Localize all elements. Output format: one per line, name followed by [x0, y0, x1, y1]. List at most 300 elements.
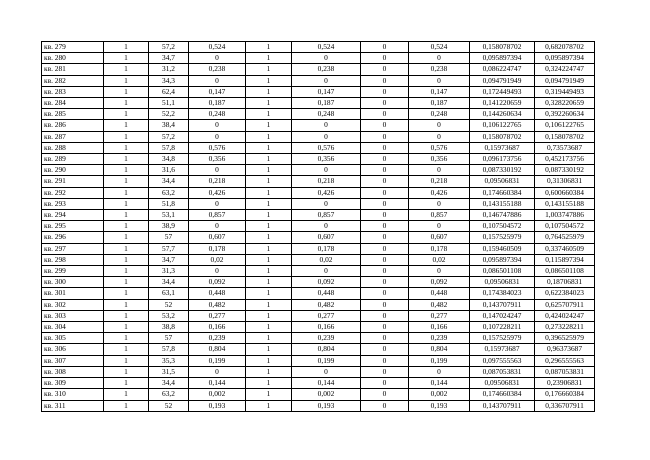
cell-value-e: 0,09506831 [470, 176, 535, 187]
cell-value-e: 0,09506831 [470, 277, 535, 288]
cell-value-a: 0,804 [189, 344, 246, 355]
cell-value-d: 0,239 [409, 333, 470, 344]
cell-value-d: 0,277 [409, 310, 470, 321]
cell-count: 1 [104, 64, 149, 75]
cell-value-b: 0,248 [292, 109, 361, 120]
cell-count: 1 [104, 75, 149, 86]
cell-count: 1 [104, 198, 149, 209]
cell-value-b: 0,002 [292, 389, 361, 400]
cell-total: 0,337460509 [535, 243, 595, 254]
cell-area: 34,4 [149, 277, 189, 288]
table-row [42, 366, 595, 377]
cell-value-e: 0,095897394 [470, 254, 535, 265]
cell-value-d: 0,804 [409, 344, 470, 355]
cell-apartment-label: кв. 296 [42, 232, 104, 243]
cell-value-b: 0,426 [292, 187, 361, 198]
cell-value-e: 0,143155188 [470, 198, 535, 209]
cell-value-b: 0 [292, 53, 361, 64]
cell-count: 1 [104, 333, 149, 344]
cell-value-d: 0,144 [409, 378, 470, 389]
cell-value-b: 0,356 [292, 154, 361, 165]
cell-value-e: 0,147024247 [470, 310, 535, 321]
cell-value-b: 0,857 [292, 210, 361, 221]
cell-factor: 1 [246, 86, 292, 97]
cell-value-c: 0 [361, 333, 409, 344]
cell-factor: 1 [246, 187, 292, 198]
cell-value-c: 0 [361, 389, 409, 400]
cell-factor: 1 [246, 131, 292, 142]
cell-value-a: 0 [189, 131, 246, 142]
cell-value-e: 0,095897394 [470, 53, 535, 64]
cell-apartment-label: кв. 309 [42, 378, 104, 389]
table-row [42, 210, 595, 221]
cell-value-b: 0 [292, 221, 361, 232]
cell-value-c: 0 [361, 299, 409, 310]
cell-total: 0,600660384 [535, 187, 595, 198]
cell-count: 1 [104, 277, 149, 288]
cell-total: 0,23906831 [535, 378, 595, 389]
cell-apartment-label: кв. 308 [42, 366, 104, 377]
cell-value-d: 0 [409, 53, 470, 64]
cell-factor: 1 [246, 64, 292, 75]
table-body [42, 42, 595, 412]
cell-value-a: 0,356 [189, 154, 246, 165]
cell-value-b: 0 [292, 75, 361, 86]
cell-value-b: 0,482 [292, 299, 361, 310]
cell-value-d: 0 [409, 266, 470, 277]
cell-value-d: 0,607 [409, 232, 470, 243]
cell-count: 1 [104, 98, 149, 109]
cell-area: 57,2 [149, 131, 189, 142]
cell-value-e: 0,174384023 [470, 288, 535, 299]
cell-factor: 1 [246, 333, 292, 344]
data-table [41, 41, 595, 412]
table-row [42, 198, 595, 209]
cell-value-b: 0,218 [292, 176, 361, 187]
table-row [42, 333, 595, 344]
cell-total: 1,003747886 [535, 210, 595, 221]
cell-value-a: 0,002 [189, 389, 246, 400]
cell-value-d: 0,857 [409, 210, 470, 221]
cell-value-e: 0,097555563 [470, 355, 535, 366]
cell-value-a: 0,607 [189, 232, 246, 243]
cell-apartment-label: кв. 284 [42, 98, 104, 109]
cell-area: 57 [149, 232, 189, 243]
cell-value-e: 0,141220659 [470, 98, 535, 109]
cell-count: 1 [104, 232, 149, 243]
table-row [42, 221, 595, 232]
cell-value-a: 0,178 [189, 243, 246, 254]
table-row [42, 310, 595, 321]
cell-value-a: 0,199 [189, 355, 246, 366]
cell-value-c: 0 [361, 120, 409, 131]
cell-value-c: 0 [361, 53, 409, 64]
cell-count: 1 [104, 53, 149, 64]
cell-value-c: 0 [361, 400, 409, 411]
cell-total: 0,094791949 [535, 75, 595, 86]
cell-area: 34,4 [149, 378, 189, 389]
table-row [42, 176, 595, 187]
cell-value-a: 0,193 [189, 400, 246, 411]
cell-value-e: 0,172449493 [470, 86, 535, 97]
cell-apartment-label: кв. 289 [42, 154, 104, 165]
cell-area: 35,3 [149, 355, 189, 366]
cell-value-e: 0,096173756 [470, 154, 535, 165]
cell-value-e: 0,143707911 [470, 299, 535, 310]
cell-value-b: 0,277 [292, 310, 361, 321]
cell-value-e: 0,15973687 [470, 344, 535, 355]
cell-apartment-label: кв. 306 [42, 344, 104, 355]
cell-apartment-label: кв. 280 [42, 53, 104, 64]
cell-value-a: 0,218 [189, 176, 246, 187]
cell-total: 0,392260634 [535, 109, 595, 120]
cell-value-d: 0,187 [409, 98, 470, 109]
cell-apartment-label: кв. 303 [42, 310, 104, 321]
cell-value-a: 0 [189, 120, 246, 131]
cell-count: 1 [104, 187, 149, 198]
cell-value-d: 0 [409, 366, 470, 377]
cell-area: 34,4 [149, 176, 189, 187]
cell-apartment-label: кв. 279 [42, 42, 104, 53]
cell-area: 53,1 [149, 210, 189, 221]
cell-total: 0,764525979 [535, 232, 595, 243]
table-row [42, 355, 595, 366]
cell-area: 63,1 [149, 288, 189, 299]
cell-area: 31,6 [149, 165, 189, 176]
cell-count: 1 [104, 142, 149, 153]
cell-factor: 1 [246, 75, 292, 86]
table-row [42, 243, 595, 254]
cell-value-c: 0 [361, 154, 409, 165]
cell-value-e: 0,15973687 [470, 142, 535, 153]
cell-apartment-label: кв. 298 [42, 254, 104, 265]
cell-value-d: 0,218 [409, 176, 470, 187]
cell-apartment-label: кв. 291 [42, 176, 104, 187]
cell-factor: 1 [246, 154, 292, 165]
cell-factor: 1 [246, 165, 292, 176]
cell-value-c: 0 [361, 232, 409, 243]
cell-value-d: 0,248 [409, 109, 470, 120]
cell-value-b: 0 [292, 266, 361, 277]
cell-area: 52 [149, 299, 189, 310]
table-row [42, 277, 595, 288]
cell-value-a: 0 [189, 198, 246, 209]
cell-value-a: 0,02 [189, 254, 246, 265]
cell-value-c: 0 [361, 109, 409, 120]
cell-area: 53,2 [149, 310, 189, 321]
cell-value-d: 0,02 [409, 254, 470, 265]
cell-value-d: 0,147 [409, 86, 470, 97]
cell-value-c: 0 [361, 165, 409, 176]
cell-count: 1 [104, 254, 149, 265]
cell-factor: 1 [246, 344, 292, 355]
cell-value-c: 0 [361, 288, 409, 299]
cell-value-a: 0,426 [189, 187, 246, 198]
cell-factor: 1 [246, 322, 292, 333]
cell-area: 31,5 [149, 366, 189, 377]
cell-value-c: 0 [361, 98, 409, 109]
cell-value-b: 0,02 [292, 254, 361, 265]
cell-count: 1 [104, 176, 149, 187]
cell-count: 1 [104, 154, 149, 165]
cell-value-e: 0,174660384 [470, 187, 535, 198]
cell-value-b: 0,238 [292, 64, 361, 75]
table-row [42, 299, 595, 310]
cell-apartment-label: кв. 302 [42, 299, 104, 310]
cell-value-c: 0 [361, 266, 409, 277]
table-row [42, 154, 595, 165]
cell-value-e: 0,087330192 [470, 165, 535, 176]
cell-value-a: 0,248 [189, 109, 246, 120]
cell-apartment-label: кв. 281 [42, 64, 104, 75]
cell-total: 0,143155188 [535, 198, 595, 209]
cell-total: 0,625707911 [535, 299, 595, 310]
cell-area: 31,2 [149, 64, 189, 75]
table-row [42, 86, 595, 97]
cell-total: 0,087330192 [535, 165, 595, 176]
cell-count: 1 [104, 42, 149, 53]
cell-factor: 1 [246, 221, 292, 232]
cell-total: 0,319449493 [535, 86, 595, 97]
cell-value-c: 0 [361, 187, 409, 198]
cell-value-b: 0,804 [292, 344, 361, 355]
table-row [42, 75, 595, 86]
cell-count: 1 [104, 366, 149, 377]
cell-value-a: 0 [189, 266, 246, 277]
cell-value-d: 0 [409, 198, 470, 209]
cell-apartment-label: кв. 283 [42, 86, 104, 97]
cell-apartment-label: кв. 297 [42, 243, 104, 254]
cell-area: 57,2 [149, 42, 189, 53]
cell-total: 0,296555563 [535, 355, 595, 366]
cell-area: 57,7 [149, 243, 189, 254]
cell-factor: 1 [246, 310, 292, 321]
cell-total: 0,115897394 [535, 254, 595, 265]
cell-area: 63,2 [149, 187, 189, 198]
cell-area: 38,9 [149, 221, 189, 232]
cell-value-d: 0 [409, 221, 470, 232]
table-row [42, 288, 595, 299]
cell-count: 1 [104, 344, 149, 355]
cell-total: 0,96373687 [535, 344, 595, 355]
cell-value-d: 0,448 [409, 288, 470, 299]
cell-value-a: 0,239 [189, 333, 246, 344]
cell-value-a: 0 [189, 221, 246, 232]
cell-total: 0,095897394 [535, 53, 595, 64]
cell-value-b: 0 [292, 120, 361, 131]
cell-value-a: 0,524 [189, 42, 246, 53]
cell-value-b: 0,166 [292, 322, 361, 333]
cell-value-e: 0,086224747 [470, 64, 535, 75]
cell-total: 0,73573687 [535, 142, 595, 153]
cell-count: 1 [104, 243, 149, 254]
cell-value-b: 0,607 [292, 232, 361, 243]
cell-area: 31,3 [149, 266, 189, 277]
cell-value-e: 0,087053831 [470, 366, 535, 377]
cell-value-e: 0,144260634 [470, 109, 535, 120]
table-row [42, 98, 595, 109]
cell-value-c: 0 [361, 64, 409, 75]
cell-value-c: 0 [361, 243, 409, 254]
table-row [42, 266, 595, 277]
cell-apartment-label: кв. 288 [42, 142, 104, 153]
table-row [42, 389, 595, 400]
cell-value-d: 0,524 [409, 42, 470, 53]
cell-count: 1 [104, 288, 149, 299]
cell-value-a: 0 [189, 165, 246, 176]
cell-value-c: 0 [361, 210, 409, 221]
cell-apartment-label: кв. 300 [42, 277, 104, 288]
cell-apartment-label: кв. 305 [42, 333, 104, 344]
cell-factor: 1 [246, 53, 292, 64]
cell-apartment-label: кв. 295 [42, 221, 104, 232]
cell-value-b: 0,448 [292, 288, 361, 299]
cell-value-d: 0,178 [409, 243, 470, 254]
cell-value-d: 0 [409, 75, 470, 86]
cell-apartment-label: кв. 285 [42, 109, 104, 120]
cell-value-b: 0,147 [292, 86, 361, 97]
cell-value-d: 0 [409, 165, 470, 176]
cell-total: 0,682078702 [535, 42, 595, 53]
cell-factor: 1 [246, 42, 292, 53]
cell-value-d: 0,166 [409, 322, 470, 333]
cell-factor: 1 [246, 142, 292, 153]
cell-count: 1 [104, 400, 149, 411]
cell-value-a: 0,238 [189, 64, 246, 75]
cell-value-a: 0,482 [189, 299, 246, 310]
cell-apartment-label: кв. 311 [42, 400, 104, 411]
cell-value-a: 0 [189, 366, 246, 377]
cell-value-e: 0,174660384 [470, 389, 535, 400]
cell-area: 51,8 [149, 198, 189, 209]
cell-area: 34,7 [149, 53, 189, 64]
cell-factor: 1 [246, 243, 292, 254]
table-row [42, 254, 595, 265]
cell-value-e: 0,158078702 [470, 131, 535, 142]
cell-total: 0,18706831 [535, 277, 595, 288]
cell-factor: 1 [246, 266, 292, 277]
cell-value-c: 0 [361, 344, 409, 355]
cell-value-e: 0,107504572 [470, 221, 535, 232]
cell-value-d: 0,199 [409, 355, 470, 366]
cell-value-c: 0 [361, 322, 409, 333]
cell-value-a: 0,448 [189, 288, 246, 299]
cell-total: 0,452173756 [535, 154, 595, 165]
cell-area: 38,4 [149, 120, 189, 131]
cell-value-c: 0 [361, 378, 409, 389]
cell-area: 34,3 [149, 75, 189, 86]
cell-area: 38,8 [149, 322, 189, 333]
cell-value-b: 0 [292, 131, 361, 142]
cell-factor: 1 [246, 288, 292, 299]
cell-count: 1 [104, 131, 149, 142]
cell-value-a: 0,277 [189, 310, 246, 321]
cell-value-b: 0 [292, 165, 361, 176]
cell-value-e: 0,157525979 [470, 333, 535, 344]
cell-value-d: 0,193 [409, 400, 470, 411]
cell-value-b: 0 [292, 366, 361, 377]
cell-factor: 1 [246, 378, 292, 389]
cell-count: 1 [104, 322, 149, 333]
cell-total: 0,158078702 [535, 131, 595, 142]
cell-total: 0,107504572 [535, 221, 595, 232]
table-row [42, 187, 595, 198]
table-row [42, 232, 595, 243]
table-row [42, 400, 595, 411]
cell-value-e: 0,086501108 [470, 266, 535, 277]
cell-value-d: 0,482 [409, 299, 470, 310]
cell-value-a: 0,857 [189, 210, 246, 221]
cell-value-e: 0,106122765 [470, 120, 535, 131]
cell-value-c: 0 [361, 355, 409, 366]
table-row [42, 120, 595, 131]
cell-factor: 1 [246, 210, 292, 221]
cell-value-b: 0,187 [292, 98, 361, 109]
cell-factor: 1 [246, 109, 292, 120]
cell-value-e: 0,09506831 [470, 378, 535, 389]
cell-value-c: 0 [361, 277, 409, 288]
table-row [42, 131, 595, 142]
cell-count: 1 [104, 378, 149, 389]
cell-value-c: 0 [361, 366, 409, 377]
cell-apartment-label: кв. 287 [42, 131, 104, 142]
cell-value-b: 0,144 [292, 378, 361, 389]
table-row [42, 142, 595, 153]
table-container [41, 41, 595, 412]
cell-total: 0,324224747 [535, 64, 595, 75]
cell-total: 0,176660384 [535, 389, 595, 400]
cell-value-e: 0,143707911 [470, 400, 535, 411]
cell-factor: 1 [246, 120, 292, 131]
cell-value-d: 0,576 [409, 142, 470, 153]
cell-value-e: 0,107228211 [470, 322, 535, 333]
cell-area: 57 [149, 333, 189, 344]
cell-value-e: 0,094791949 [470, 75, 535, 86]
cell-value-b: 0 [292, 198, 361, 209]
table-row [42, 109, 595, 120]
cell-value-d: 0,092 [409, 277, 470, 288]
cell-apartment-label: кв. 310 [42, 389, 104, 400]
cell-value-b: 0,576 [292, 142, 361, 153]
cell-total: 0,424024247 [535, 310, 595, 321]
table-row [42, 344, 595, 355]
cell-value-c: 0 [361, 42, 409, 53]
cell-value-b: 0,239 [292, 333, 361, 344]
cell-value-b: 0,524 [292, 42, 361, 53]
cell-count: 1 [104, 389, 149, 400]
cell-apartment-label: кв. 301 [42, 288, 104, 299]
cell-factor: 1 [246, 299, 292, 310]
cell-factor: 1 [246, 254, 292, 265]
cell-apartment-label: кв. 292 [42, 187, 104, 198]
table-row [42, 322, 595, 333]
cell-factor: 1 [246, 400, 292, 411]
cell-count: 1 [104, 109, 149, 120]
cell-factor: 1 [246, 355, 292, 366]
cell-total: 0,106122765 [535, 120, 595, 131]
cell-value-a: 0,147 [189, 86, 246, 97]
cell-count: 1 [104, 355, 149, 366]
cell-value-c: 0 [361, 221, 409, 232]
cell-value-d: 0 [409, 120, 470, 131]
cell-value-b: 0,178 [292, 243, 361, 254]
cell-value-e: 0,157525979 [470, 232, 535, 243]
cell-factor: 1 [246, 389, 292, 400]
cell-factor: 1 [246, 198, 292, 209]
cell-factor: 1 [246, 277, 292, 288]
cell-apartment-label: кв. 299 [42, 266, 104, 277]
cell-total: 0,087053831 [535, 366, 595, 377]
